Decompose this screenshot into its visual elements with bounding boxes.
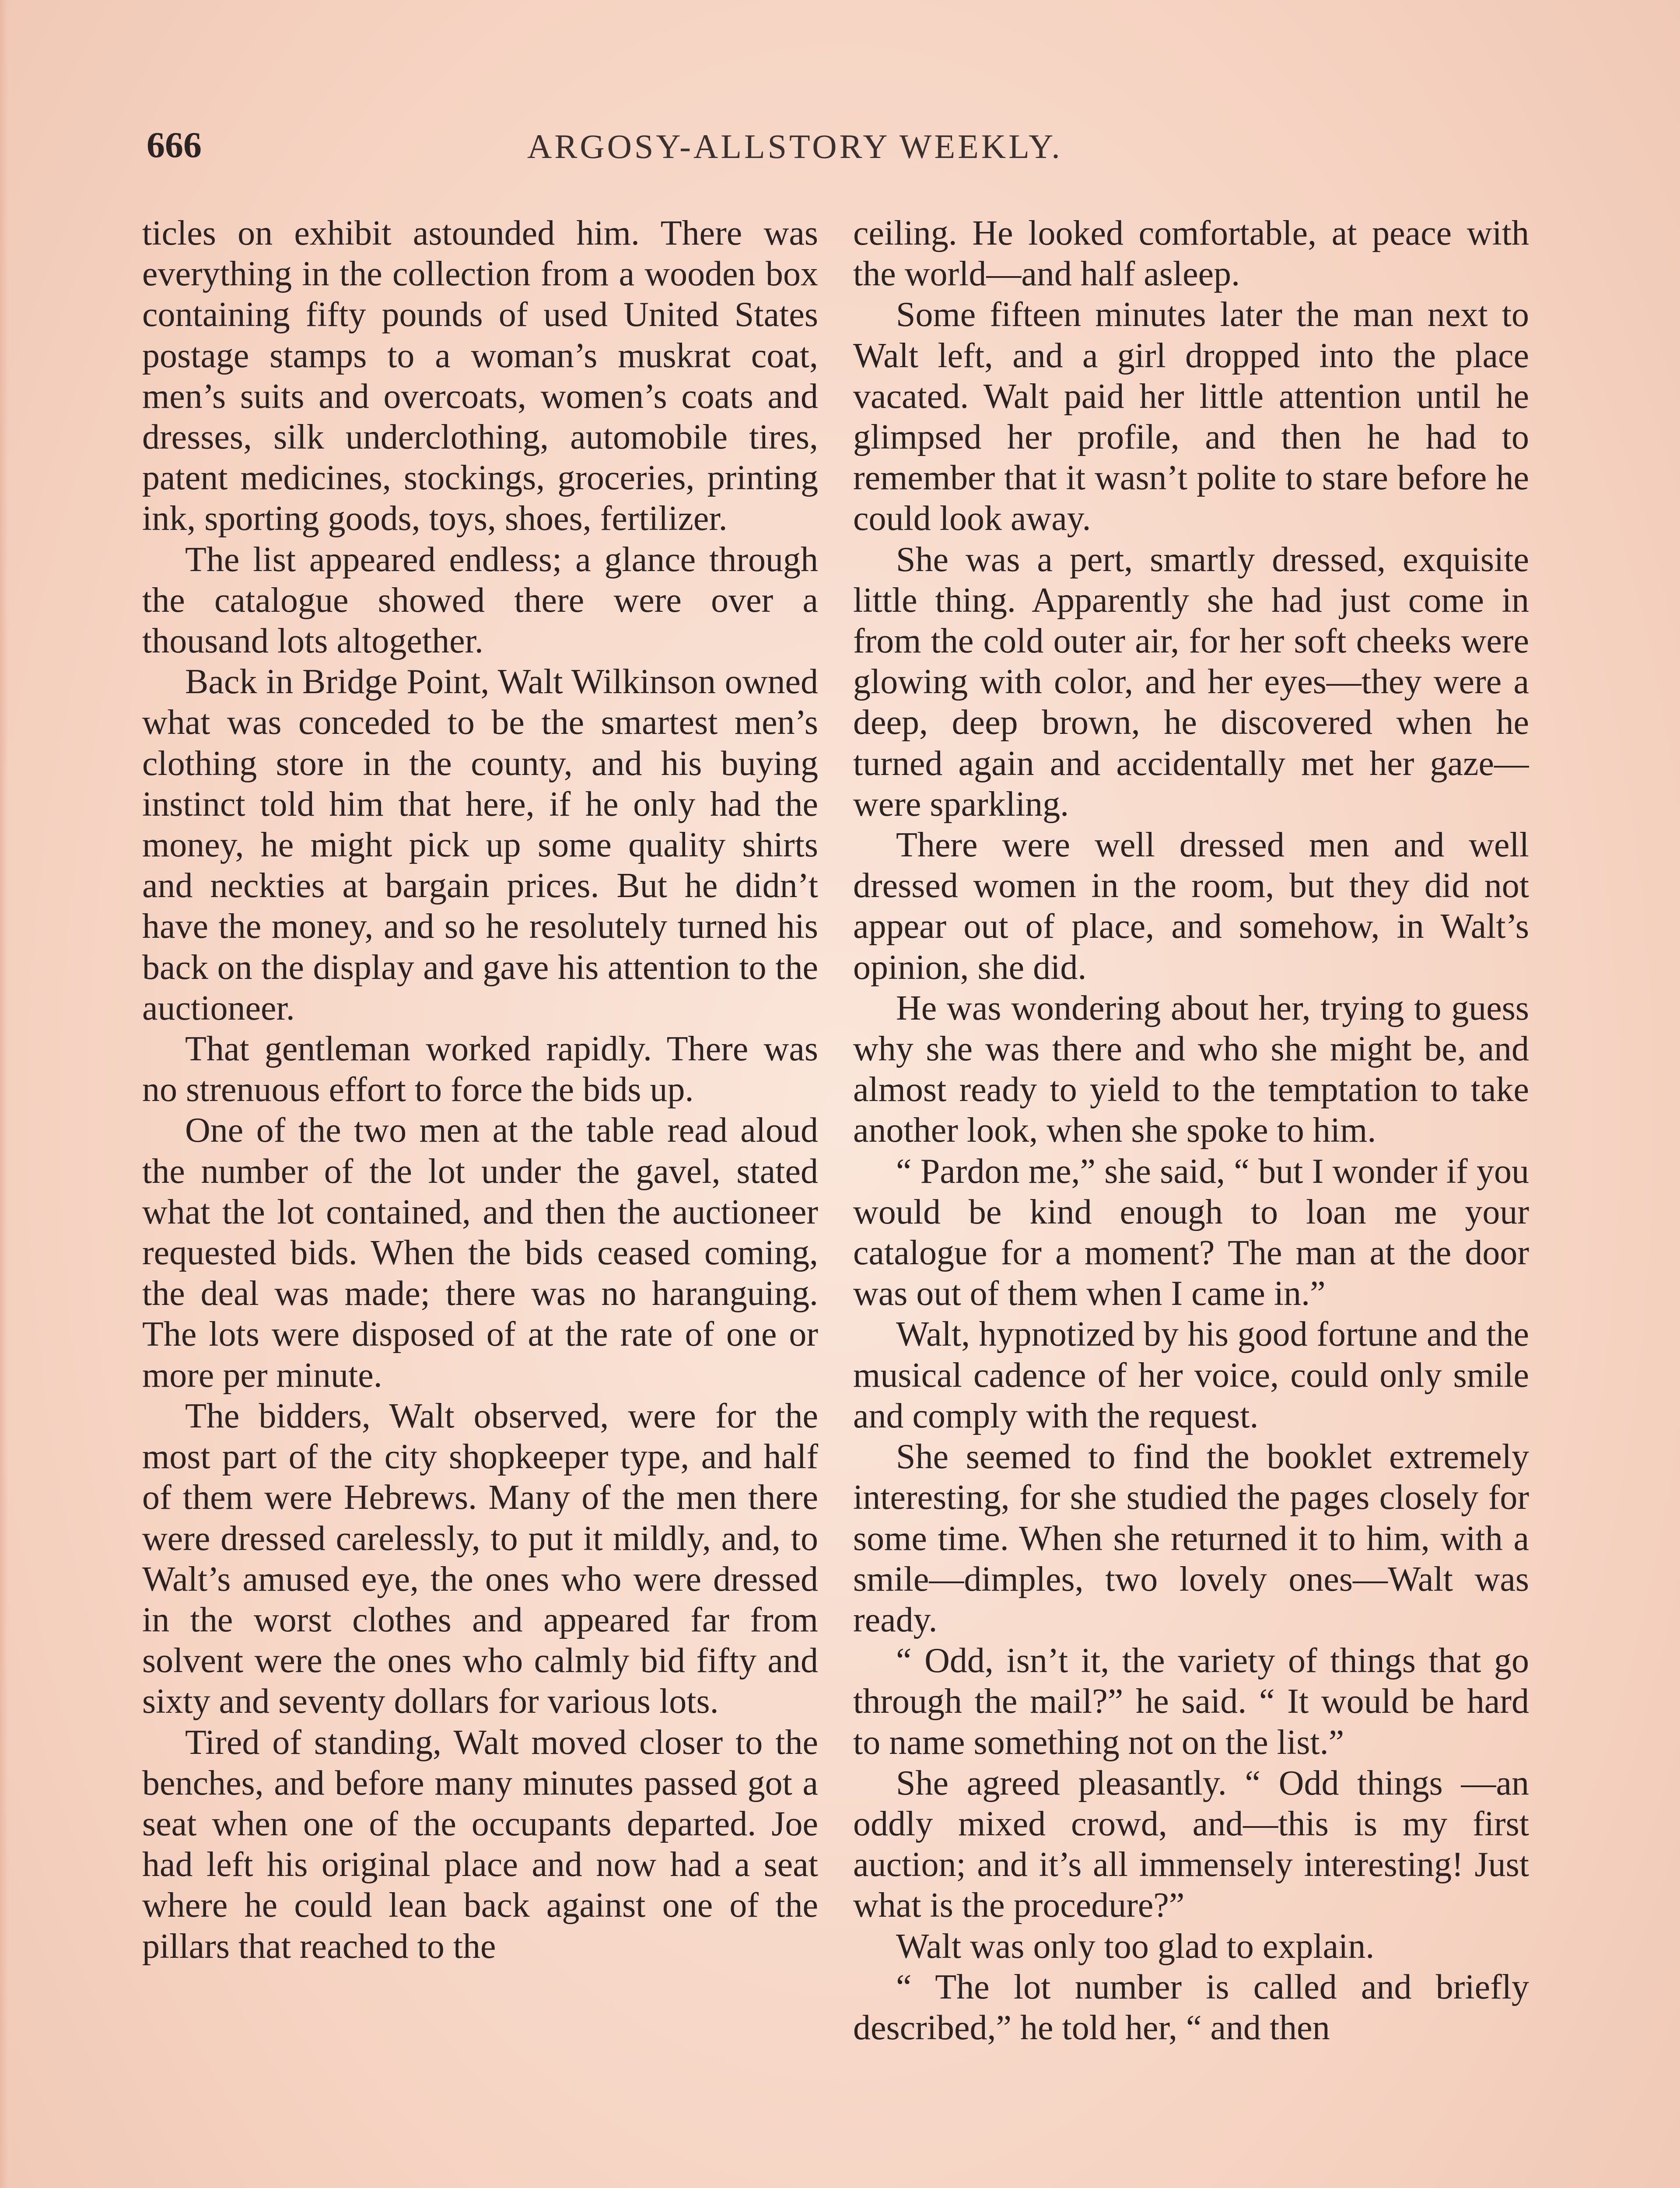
paragraph: She seemed to find the booklet extremely interesting, for she studied the pages closely for some time. When she returned it to him, with a smile—dimples, two lovely ones—Walt was ready. (853, 1438, 1529, 1639)
page-number: 666 (147, 125, 202, 165)
paragraph: Back in Bridge Point, Walt Wilkinson owned what was conceded to be the smartest men’s clothing store in the county, and his buying instinct told him that here, if he only had the money, he might pick up some quality shirts and neckties at bargain prices. But he didn’t have the money, and so he resolutely turned his back on the display and gave his attention to the auctioneer. (142, 663, 818, 1027)
paragraph: ceiling. He looked comfortable, at peace with the world—and half asleep. (853, 214, 1529, 294)
page-edge-shadow (0, 0, 8, 2188)
paragraph: That gentleman worked rapidly. There was no strenuous effort to force the bids up. (142, 1030, 818, 1109)
paragraph: He was wondering about her, trying to guess why she was there and who she might be, and almost ready to yield to the temptation to take another look, when she spoke to him. (853, 989, 1529, 1150)
paragraph: One of the two men at the table read aloud the number of the lot under the gavel, stated what the lot contained, and then the auctioneer requested bids. When the bids ceased coming, the deal was made; there was no haranguing. The lots were disposed of at the rate of one or more per minute. (142, 1111, 818, 1395)
paragraph: Walt was only too glad to explain. (896, 1927, 1375, 1966)
paragraph: Walt, hypnotized by his good fortune and the musical cadence of her voice, could only smile and comply with the request. (853, 1315, 1529, 1435)
paragraph: She was a pert, smartly dressed, exquisite little thing. Apparently she had just come in from the cold outer air, for her soft cheeks were glowing with color, and her eyes—they were a deep, deep brown, he discovered when he turned again and accidentally met her gaze—were sparkling. (853, 540, 1529, 824)
paragraph: Some fifteen minutes later the man next to Walt left, and a girl dropped into the place vacated. Walt paid her little attention until he glimpsed her profile, and then he had to remember that it wasn’t polite to stare before he could look away. (853, 295, 1529, 538)
running-title: ARGOSY-ALLSTORY WEEKLY. (527, 127, 1063, 165)
paragraph: The list appeared endless; a glance through the catalogue showed there were over a thousand lots altogether. (142, 540, 818, 661)
paragraph: Tired of standing, Walt moved closer to the benches, and before many minutes passed got a seat when one of the occupants departed. Joe had left his original place and now had a seat where he could lean back against one of the pillars that reached to the (142, 1723, 818, 1966)
paragraph: “ Odd, isn’t it, the variety of things that go through the mail?” he said. “ It would be hard to name something not on the list.” (853, 1641, 1529, 1762)
paragraph: There were well dressed men and well dressed women in the room, but they did not appear out of place, and somehow, in Walt’s opinion, she did. (853, 826, 1529, 987)
paragraph: “ The lot number is called and briefly described,” he told her, “ and then (853, 1967, 1529, 2047)
right-column (853, 213, 1529, 2188)
paragraph: The bidders, Walt observed, were for the most part of the city shopkeeper type, and half of them were Hebrews. Many of the men there were dressed carelessly, to put it mildly, and, to Walt’s amused eye, the ones who were dressed in the worst clothes and appeared far from solvent were the ones who calmly bid fifty and sixty and seventy dollars for various lots. (142, 1396, 818, 1721)
paragraph: ticles on exhibit astounded him. There was everything in the collection from a wooden box containing fifty pounds of used United States postage stamps to a woman’s muskrat coat, men’s suits and overcoats, women’s coats and dresses, silk underclothing, automobile tires, patent medicines, stockings, groceries, printing ink, sporting goods, toys, shoes, fertilizer. (142, 214, 818, 538)
left-column (142, 213, 818, 2188)
paragraph: She agreed pleasantly. “ Odd things —an oddly mixed crowd, and—this is my first auction; and it’s all immensely interesting! Just what is the procedure?” (853, 1764, 1529, 1925)
paragraph: “ Pardon me,” she said, “ but I wonder if you would be kind enough to loan me your catalogue for a moment? The man at the door was out of them when I came in.” (853, 1152, 1529, 1313)
